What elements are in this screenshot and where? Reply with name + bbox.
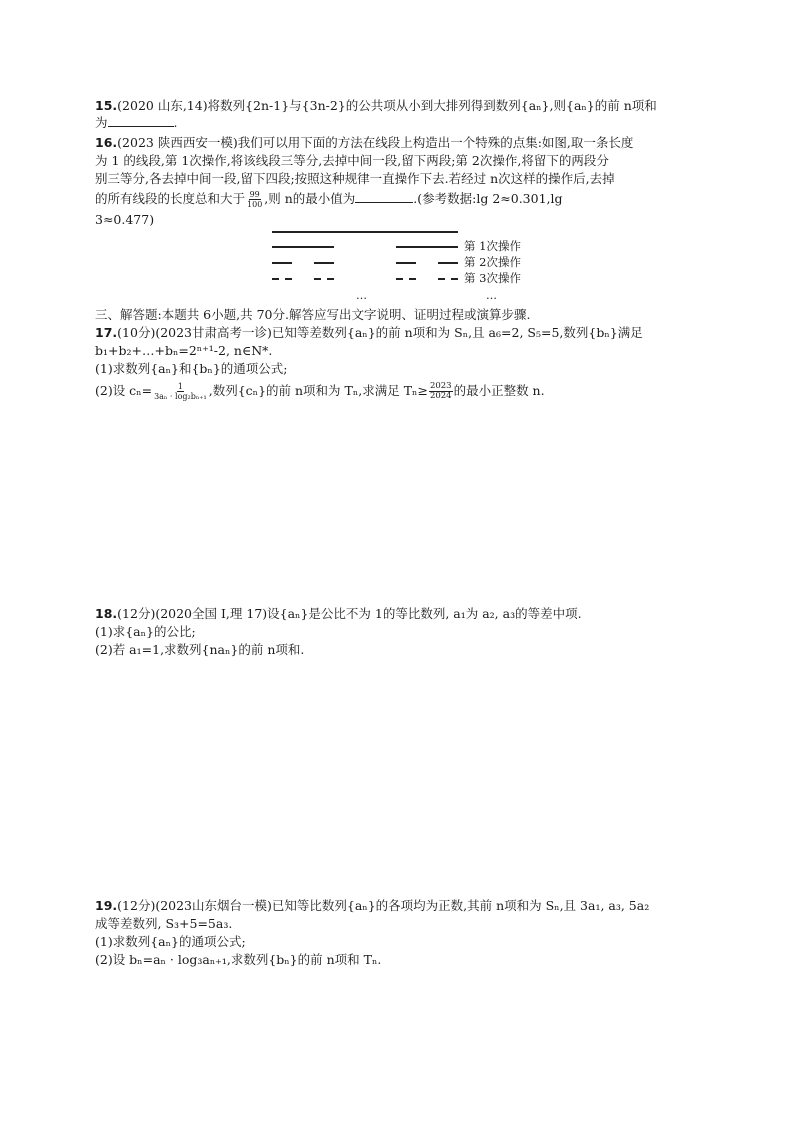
continuation-dots: …: [356, 289, 367, 302]
section-heading: 三、解答题:本题共 6小题,共 70分.解答应写出文字说明、证明过程或演算步骤.: [95, 307, 531, 322]
question-text: 的所有线段的长度总和大于: [95, 191, 246, 206]
question-15-line2: 为 .: [95, 115, 178, 130]
question-text: (10分)(2023甘肃高考一诊)已知等差数列{aₙ}的前 n项和为 Sₙ,且 a₆=2, S₅=5,数列{bₙ}满足: [117, 325, 643, 340]
question-17-part2: [95, 382, 705, 401]
question-18-part1: [95, 623, 705, 640]
op3-segment: [409, 278, 416, 280]
question-text: (1)求数列{aₙ}和{bₙ}的通项公式;: [95, 361, 288, 376]
cantor-diagram: [268, 225, 548, 305]
question-number: 17.: [95, 325, 118, 340]
question-text: (2)若 a₁=1,求数列{naₙ}的前 n项和.: [95, 642, 305, 657]
question-text: b₁+b₂+…+bₙ=2ⁿ⁺¹-2, n∈N*.: [95, 343, 273, 358]
question-text: 别三等分,各去掉中间一段,留下四段;按照这种规律一直操作下去.若经过 n次这样的操作后,去掉: [95, 171, 615, 186]
op3-segment: [396, 278, 403, 280]
fraction: [429, 382, 453, 401]
question-text: (12分)(2023山东烟台一模)已知等比数列{aₙ}的各项均为正数,其前 n项和为 Sₙ,且 3a₁, a₃, 5a₂: [117, 898, 650, 913]
fraction-numerator: 99: [249, 190, 260, 199]
op3-segment: [327, 278, 334, 280]
op3-segment: [314, 278, 321, 280]
original-segment: [272, 231, 458, 233]
question-text: ,数列{cₙ}的前 n项和为 Tₙ,求满足 Tₙ≥: [208, 383, 428, 398]
fraction-denominator: 3aₙ · log₂bₙ₊₁: [154, 392, 207, 401]
question-19-line2: [95, 915, 705, 932]
answer-blank[interactable]: [355, 190, 413, 203]
question-number: 19.: [95, 898, 118, 913]
question-16-line3: [95, 170, 705, 187]
question-17-line2: [95, 342, 705, 359]
op3-segment: [451, 278, 458, 280]
question-number: 18.: [95, 606, 118, 621]
op3-segment: [285, 278, 292, 280]
question-16: [95, 134, 705, 151]
question-text: (12分)(2020全国 Ⅰ,理 17)设{aₙ}是公比不为 1的等比数列, a₁为 a₂, a₃的等差中项.: [117, 606, 582, 621]
question-19: [95, 897, 705, 914]
question-19-part2: [95, 951, 705, 968]
op2-segment: [438, 262, 458, 264]
op2-segment: [396, 262, 416, 264]
fraction: [153, 382, 208, 401]
fraction: [246, 190, 263, 209]
op1-label: 第 1次操作: [464, 239, 521, 253]
fraction-numerator: 2023: [429, 381, 452, 391]
question-text: 的最小正整数 n.: [453, 383, 545, 398]
question-17-part1: [95, 360, 705, 377]
op3-segment: [272, 278, 279, 280]
question-text: 为 1 的线段,第 1次操作,将该线段三等分,去掉中间一段,留下两段;第 2次操作,将留下的两段分: [95, 153, 609, 168]
question-16-line2: [95, 152, 705, 169]
question-text: ,则 n的最小值为: [264, 191, 356, 206]
question-number: 16.: [95, 135, 118, 150]
question-text: 3≈0.477): [95, 212, 155, 227]
question-text: (2)设 cₙ=: [95, 383, 153, 398]
question-text: 成等差数列, S₃+5=5a₃.: [95, 916, 233, 931]
question-16-line4: [95, 190, 705, 209]
op1-left-segment: [272, 246, 334, 248]
question-text: (2)设 bₙ=aₙ · log₃aₙ₊₁,求数列{bₙ}的前 n项和 Tₙ.: [95, 952, 382, 967]
question-18-part2: [95, 641, 705, 658]
fraction-denominator: 2024: [429, 391, 452, 401]
question-text: (2023 陕西西安一模)我们可以用下面的方法在线段上构造出一个特殊的点集:如图,取一条长度: [117, 135, 634, 150]
question-text: 为: [95, 115, 108, 130]
question-number: 15.: [95, 98, 118, 113]
question-text: (1)求{aₙ}的公比;: [95, 624, 196, 639]
question-15: [95, 97, 705, 114]
op2-label: 第 2次操作: [464, 255, 521, 269]
question-text: (2020 山东,14)将数列{2n-1}与{3n-2}的公共项从小到大排列得到数列{aₙ},则{aₙ}的前 n项和: [117, 98, 657, 113]
op3-segment: [438, 278, 445, 280]
question-18: [95, 605, 705, 622]
question-text: (1)求数列{aₙ}的通项公式;: [95, 934, 246, 949]
question-19-part1: [95, 933, 705, 950]
question-17: [95, 324, 705, 341]
op1-right-segment: [396, 246, 458, 248]
continuation-dots: …: [486, 289, 497, 302]
fraction-numerator: 1: [177, 382, 183, 391]
answer-blank[interactable]: [108, 114, 174, 127]
op2-segment: [314, 262, 334, 264]
op2-segment: [272, 262, 292, 264]
op3-label: 第 3次操作: [464, 271, 521, 285]
fraction-denominator: 100: [247, 200, 263, 209]
question-text: .(参考数据:lg 2≈0.301,lg: [413, 191, 563, 206]
